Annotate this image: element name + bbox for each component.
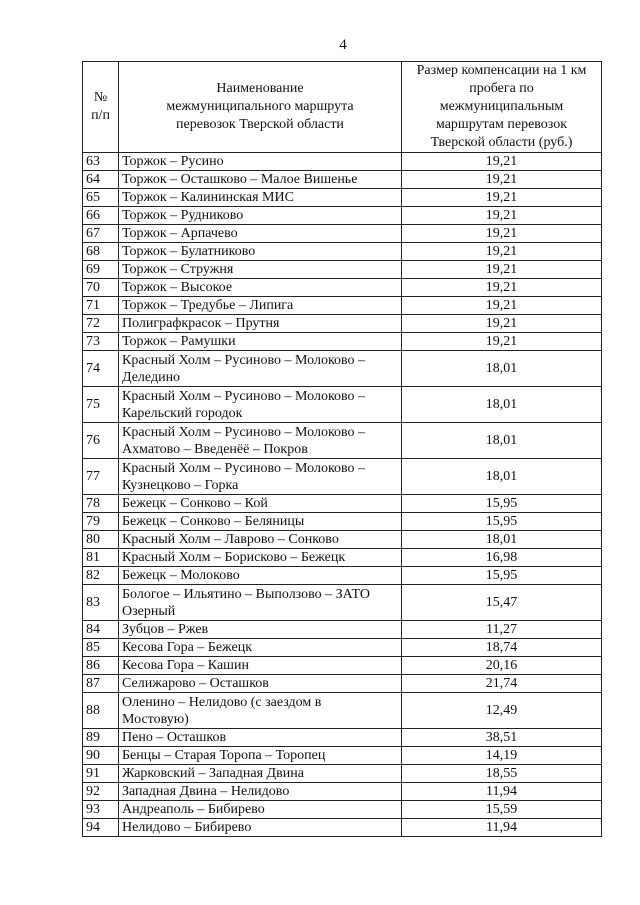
route-name-line: Оленино – Нелидово (с заездом в	[122, 694, 322, 710]
compensation-value: 19,21	[402, 297, 602, 315]
compensation-value: 11,94	[402, 783, 602, 801]
route-name-line: Торжок – Булатниково	[122, 244, 256, 259]
route-name-line: Деледино	[122, 369, 181, 385]
route-name	[119, 567, 402, 585]
table-row	[83, 351, 602, 387]
route-name	[119, 819, 402, 837]
compensation-value: 15,47	[402, 585, 602, 621]
route-name	[119, 153, 402, 171]
row-number: 64	[83, 171, 119, 189]
compensation-value: 19,21	[402, 171, 602, 189]
table-row	[83, 243, 602, 261]
route-name-line: Пено – Осташков	[122, 730, 227, 745]
route-name	[119, 351, 402, 387]
compensation-value: 18,55	[402, 765, 602, 783]
route-name-line: Бологое – Ильятино – Выползово – ЗАТО	[122, 586, 371, 602]
route-name-line: Кесова Гора – Кашин	[122, 658, 249, 673]
row-number: 83	[83, 585, 119, 621]
row-number: 66	[83, 207, 119, 225]
route-name	[119, 747, 402, 765]
header-compensation	[402, 62, 602, 153]
compensation-value: 19,21	[402, 225, 602, 243]
header-route-name-line: межмуниципального маршрута	[166, 99, 354, 114]
route-name-line: Торжок – Рамушки	[122, 334, 236, 349]
table-row	[83, 801, 602, 819]
row-number: 63	[83, 153, 119, 171]
table-row	[83, 531, 602, 549]
compensation-value: 14,19	[402, 747, 602, 765]
route-name	[119, 459, 402, 495]
compensation-value: 19,21	[402, 243, 602, 261]
route-name-line: Торжок – Арпачево	[122, 226, 238, 241]
compensation-value: 19,21	[402, 333, 602, 351]
table-row	[83, 315, 602, 333]
route-name-line: Карельский городок	[122, 405, 243, 421]
route-name-line: Селижарово – Осташков	[122, 676, 269, 691]
compensation-value: 18,01	[402, 423, 602, 459]
route-name-line: Красный Холм – Русиново – Молоково –	[122, 352, 366, 368]
route-name	[119, 729, 402, 747]
table-row	[83, 387, 602, 423]
compensation-value: 11,94	[402, 819, 602, 837]
table-row	[83, 693, 602, 729]
route-name-line: Андреаполь – Бибирево	[122, 802, 265, 817]
compensation-value: 11,27	[402, 621, 602, 639]
row-number: 71	[83, 297, 119, 315]
route-name	[119, 639, 402, 657]
route-name	[119, 279, 402, 297]
table-row	[83, 459, 602, 495]
route-name	[119, 657, 402, 675]
table-row	[83, 765, 602, 783]
table-row	[83, 423, 602, 459]
routes-table	[82, 61, 602, 837]
route-name-line: Кесова Гора – Бежецк	[122, 640, 253, 655]
route-name-line: Торжок – Стружня	[122, 262, 234, 277]
table-row	[83, 567, 602, 585]
header-compensation-line: Тверской области (руб.)	[430, 135, 573, 150]
table-body	[83, 153, 602, 837]
route-name-line: Торжок – Калининская МИС	[122, 190, 294, 205]
route-name-line: Озерный	[122, 603, 176, 619]
route-name-line: Полиграфкрасок – Прутня	[122, 316, 280, 331]
route-name	[119, 225, 402, 243]
header-number-line: №	[93, 90, 108, 105]
row-number: 68	[83, 243, 119, 261]
route-name-line: Торжок – Осташково – Малое Вишенье	[122, 172, 358, 187]
header-number	[83, 62, 119, 153]
route-name-line: Бежецк – Молоково	[122, 568, 240, 583]
header-compensation-line: пробега по	[469, 81, 534, 96]
row-number: 94	[83, 819, 119, 837]
route-name	[119, 315, 402, 333]
row-number: 69	[83, 261, 119, 279]
header-route-name-line: перевозок Тверской области	[176, 117, 344, 132]
row-number: 65	[83, 189, 119, 207]
route-name-line: Красный Холм – Русиново – Молоково –	[122, 424, 366, 440]
row-number: 89	[83, 729, 119, 747]
row-number: 93	[83, 801, 119, 819]
row-number: 76	[83, 423, 119, 459]
route-name-line: Западная Двина – Нелидово	[122, 784, 290, 799]
row-number: 78	[83, 495, 119, 513]
route-name-line: Нелидово – Бибирево	[122, 820, 252, 835]
row-number: 77	[83, 459, 119, 495]
table-row	[83, 657, 602, 675]
route-name	[119, 243, 402, 261]
compensation-value: 18,01	[402, 387, 602, 423]
header-compensation-line: межмуниципальным	[439, 99, 564, 114]
compensation-value: 18,01	[402, 459, 602, 495]
route-name-line: Зубцов – Ржев	[122, 622, 209, 637]
row-number: 91	[83, 765, 119, 783]
compensation-value: 19,21	[402, 279, 602, 297]
route-name-line: Жарковский – Западная Двина	[122, 766, 304, 781]
route-name-line: Красный Холм – Лаврово – Сонково	[122, 532, 339, 547]
route-name	[119, 801, 402, 819]
route-name	[119, 513, 402, 531]
compensation-value: 15,95	[402, 495, 602, 513]
table-row	[83, 153, 602, 171]
header-number-line: п/п	[91, 108, 110, 123]
row-number: 72	[83, 315, 119, 333]
row-number: 70	[83, 279, 119, 297]
route-name	[119, 261, 402, 279]
route-name-line: Торжок – Русино	[122, 154, 224, 169]
route-name-line: Бежецк – Сонково – Кой	[122, 496, 268, 511]
compensation-value: 16,98	[402, 549, 602, 567]
compensation-value: 19,21	[402, 189, 602, 207]
table-row	[83, 513, 602, 531]
route-name	[119, 693, 402, 729]
row-number: 81	[83, 549, 119, 567]
route-name-line: Ахматово – Введенёё – Покров	[122, 441, 308, 457]
compensation-value: 18,01	[402, 351, 602, 387]
table-row	[83, 747, 602, 765]
table-row	[83, 297, 602, 315]
route-name	[119, 549, 402, 567]
route-name-line: Торжок – Тредубье – Липига	[122, 298, 294, 313]
row-number: 74	[83, 351, 119, 387]
route-name-line: Красный Холм – Борисково – Бежецк	[122, 550, 346, 565]
row-number: 88	[83, 693, 119, 729]
row-number: 84	[83, 621, 119, 639]
route-name	[119, 585, 402, 621]
route-name	[119, 495, 402, 513]
compensation-value: 38,51	[402, 729, 602, 747]
row-number: 67	[83, 225, 119, 243]
row-number: 85	[83, 639, 119, 657]
route-name-line: Красный Холм – Русиново – Молоково –	[122, 388, 366, 404]
table-row	[83, 225, 602, 243]
compensation-value: 20,16	[402, 657, 602, 675]
compensation-value: 19,21	[402, 315, 602, 333]
compensation-value: 15,95	[402, 513, 602, 531]
table-row	[83, 549, 602, 567]
table-row	[83, 207, 602, 225]
row-number: 73	[83, 333, 119, 351]
table-row	[83, 333, 602, 351]
table-row	[83, 783, 602, 801]
row-number: 92	[83, 783, 119, 801]
route-name	[119, 531, 402, 549]
table-row	[83, 585, 602, 621]
route-name-line: Мостовую)	[122, 711, 189, 727]
row-number: 86	[83, 657, 119, 675]
compensation-value: 18,74	[402, 639, 602, 657]
table-row	[83, 495, 602, 513]
row-number: 80	[83, 531, 119, 549]
compensation-value: 15,59	[402, 801, 602, 819]
table-row	[83, 819, 602, 837]
route-name	[119, 621, 402, 639]
route-name-line: Бенцы – Старая Торопа – Торопец	[122, 748, 326, 763]
table-row	[83, 279, 602, 297]
table-row	[83, 189, 602, 207]
compensation-value: 18,01	[402, 531, 602, 549]
route-name	[119, 189, 402, 207]
header-route-name-line: Наименование	[216, 81, 304, 96]
route-name-line: Торжок – Рудниково	[122, 208, 244, 223]
route-name-line: Кузнецково – Горка	[122, 477, 239, 493]
route-name	[119, 423, 402, 459]
route-name	[119, 387, 402, 423]
table-row	[83, 621, 602, 639]
row-number: 75	[83, 387, 119, 423]
route-name	[119, 783, 402, 801]
row-number: 90	[83, 747, 119, 765]
route-name-line: Красный Холм – Русиново – Молоково –	[122, 460, 366, 476]
table-header-row	[83, 62, 602, 153]
compensation-value: 19,21	[402, 207, 602, 225]
route-name	[119, 297, 402, 315]
page-number: 4	[339, 37, 347, 53]
route-name	[119, 207, 402, 225]
table-row	[83, 675, 602, 693]
row-number: 82	[83, 567, 119, 585]
route-name	[119, 675, 402, 693]
route-name	[119, 171, 402, 189]
compensation-value: 15,95	[402, 567, 602, 585]
table-row	[83, 639, 602, 657]
header-route-name	[119, 62, 402, 153]
table-row	[83, 261, 602, 279]
row-number: 79	[83, 513, 119, 531]
compensation-value: 19,21	[402, 261, 602, 279]
compensation-value: 12,49	[402, 693, 602, 729]
table-row	[83, 729, 602, 747]
header-compensation-line: маршрутам перевозок	[435, 117, 568, 132]
route-name-line: Торжок – Высокое	[122, 280, 233, 295]
route-name-line: Бежецк – Сонково – Беляницы	[122, 514, 305, 529]
route-name	[119, 333, 402, 351]
table-row	[83, 171, 602, 189]
compensation-value: 19,21	[402, 153, 602, 171]
header-compensation-line: Размер компенсации на 1 км	[416, 63, 587, 78]
route-name	[119, 765, 402, 783]
compensation-value: 21,74	[402, 675, 602, 693]
row-number: 87	[83, 675, 119, 693]
